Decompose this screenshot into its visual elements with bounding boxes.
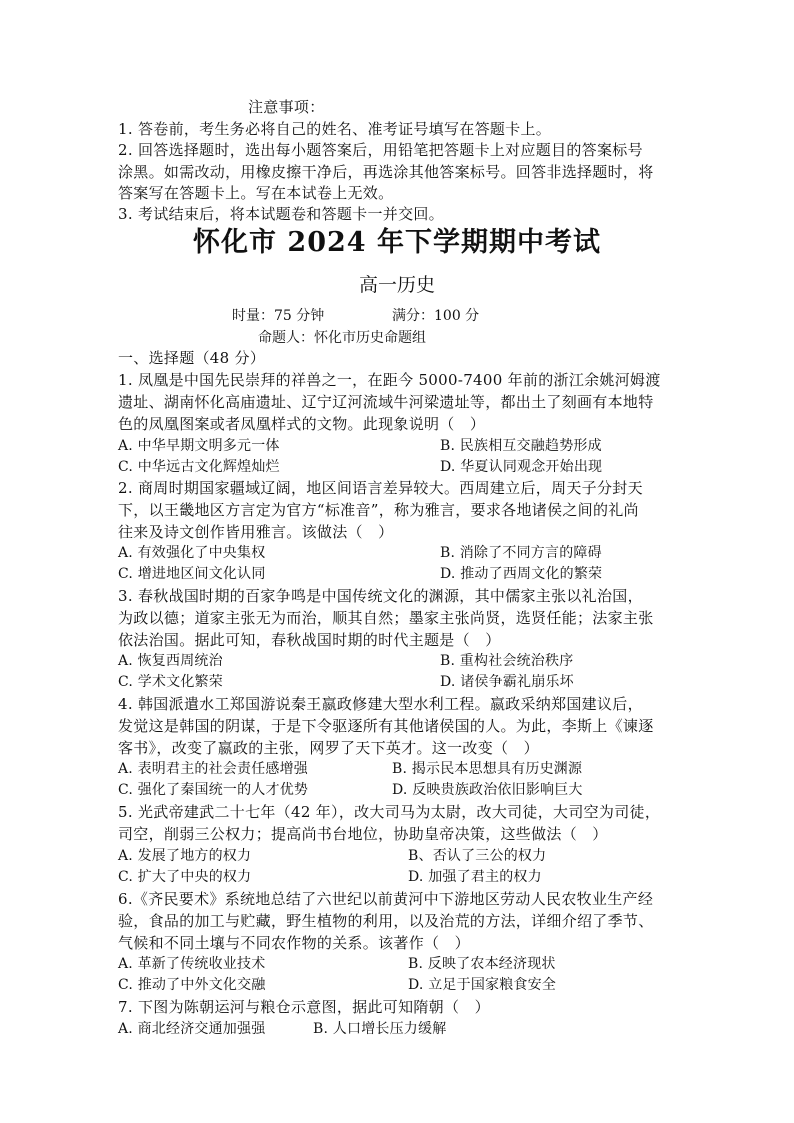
option-c: C. 学术文化繁荣 — [118, 674, 223, 690]
question-stem: 下，以王畿地区方言定为官方“标准音”，称为雅言，要求各地诸侯之间的礼尚 — [118, 501, 639, 519]
option-a: A. 革新了传统收业技术 — [118, 956, 266, 972]
question-stem: 2. 商周时期国家疆域辽阔，地区间语言差异较大。西周建立后，周天子分封天 — [118, 479, 643, 497]
question-stem: 气候和不同土壤与不同农作物的关系。该著作（ ） — [118, 934, 470, 952]
exam-author: 命题人：怀化市历史命题组 — [258, 330, 426, 346]
question-stem: 5. 光武帝建武二十七年（42 年），改大司马为太尉，改大司徒，大司空为司徒， — [118, 803, 661, 821]
option-a: A. 发展了地方的权力 — [118, 848, 252, 864]
question-stem: 为政以德；道家主张无为而治，顺其自然；墨家主张尚贤，选贤任能；法家主张 — [118, 609, 654, 627]
question-stem: 依法治国。据此可知，春秋战国时期的时代主题是（ ） — [118, 631, 501, 649]
notice-line: 1. 答卷前，考生务必将自己的姓名、准考证号填写在答题卡上。 — [118, 120, 552, 138]
exam-time: 时量：75 分钟 — [232, 308, 325, 324]
notice-line: 2. 回答选择题时，选出每小题答案后，用铅笔把答题卡上对应题目的答案标号 — [118, 141, 643, 159]
exam-title: 怀化市 2024 年下学期期中考试 — [193, 227, 601, 258]
option-c: C. 扩大了中央的权力 — [118, 869, 252, 885]
option-b: B. 人口增长压力缓解 — [313, 1021, 447, 1037]
question-stem: 往来及诗文创作皆用雅言。该做法（ ） — [118, 523, 394, 541]
option-b: B. 揭示民本思想具有历史渊源 — [392, 761, 583, 777]
question-stem: 验，食品的加工与贮藏，野生植物的利用，以及治荒的方法，详细介绍了季节、 — [118, 912, 654, 930]
question-stem: 6.《齐民要术》系统地总结了六世纪以前黄河中下游地区劳动人民农牧业生产经 — [118, 890, 654, 908]
exam-subject: 高一历史 — [358, 274, 435, 296]
option-a: A. 商北经济交通加强强 — [118, 1021, 266, 1037]
notice-title: 注意事项： — [248, 98, 325, 116]
option-d: D. 立足于国家粮食安全 — [408, 977, 557, 993]
question-stem: 4. 韩国派遣水工郑国游说秦王嬴政修建大型水利工程。嬴政采纳郑国建议后， — [118, 695, 643, 713]
option-a: A. 有效强化了中央集权 — [118, 545, 266, 561]
exam-score: 满分：100 分 — [392, 308, 480, 324]
option-c: C. 推动了中外文化交融 — [118, 977, 266, 993]
option-c: C. 中华远古文化辉煌灿烂 — [118, 459, 280, 475]
question-stem: 3. 春秋战国时期的百家争鸣是中国传统文化的渊源，其中儒家主张以礼治国， — [118, 587, 643, 605]
option-a: A. 中华早期文明多元一体 — [118, 438, 280, 454]
notice-line: 答案写在答题卡上。写在本试卷上无效。 — [118, 184, 394, 202]
option-b: B. 重构社会统治秩序 — [440, 653, 574, 669]
question-stem: 发觉这是韩国的阴谋，于是下令驱逐所有其他诸侯国的人。为此，李斯上《谏逐 — [118, 717, 654, 735]
option-b: B. 民族相互交融趋势形成 — [440, 438, 602, 454]
option-d: D. 诸侯争霸礼崩乐坏 — [440, 674, 574, 690]
option-b: B. 反映了农本经济现状 — [408, 956, 556, 972]
option-b: B、否认了三公的权力 — [408, 848, 547, 864]
question-stem: 司空，削弱三公权力；提高尚书台地位，协助皇帝决策，这些做法（ ） — [118, 825, 608, 843]
option-b: B. 消除了不同方言的障碍 — [440, 545, 602, 561]
question-stem: 1. 凤凰是中国先民崇拜的祥兽之一，在距今 5000-7400 年前的浙江余姚河姆渡 — [118, 371, 661, 389]
question-stem: 7. 下图为陈朝运河与粮仓示意图，据此可知隋朝（ ） — [118, 998, 490, 1016]
option-d: D. 华夏认同观念开始出现 — [440, 459, 603, 475]
option-d: D. 反映贵族政治依旧影响巨大 — [392, 782, 583, 798]
option-d: D. 加强了君主的权力 — [408, 869, 542, 885]
notice-line: 3. 考试结束后，将本试题卷和答题卡一并交回。 — [118, 205, 444, 223]
question-stem: 色的凤凰图案或者凤凰样式的文物。此现象说明（ ） — [118, 415, 486, 433]
question-stem: 客书》，改变了嬴政的主张，网罗了天下英才。这一改变（ ） — [118, 739, 539, 757]
question-stem: 遗址、湖南怀化高庙遗址、辽宁辽河流域牛河梁遗址等，都出土了刻画有本地特 — [118, 393, 654, 411]
section-heading: 一、选择题（48 分） — [118, 349, 266, 367]
notice-line: 涂黑。如需改动，用橡皮擦干净后，再选涂其他答案标号。回答非选择题时，将 — [118, 163, 654, 181]
option-d: D. 推动了西周文化的繁荣 — [440, 566, 603, 582]
option-a: A. 恢复西周统治 — [118, 653, 223, 669]
option-c: C. 强化了秦国统一的人才优势 — [118, 782, 309, 798]
option-a: A. 表明君主的社会责任感增强 — [118, 761, 309, 777]
option-c: C. 增进地区间文化认同 — [118, 566, 266, 582]
